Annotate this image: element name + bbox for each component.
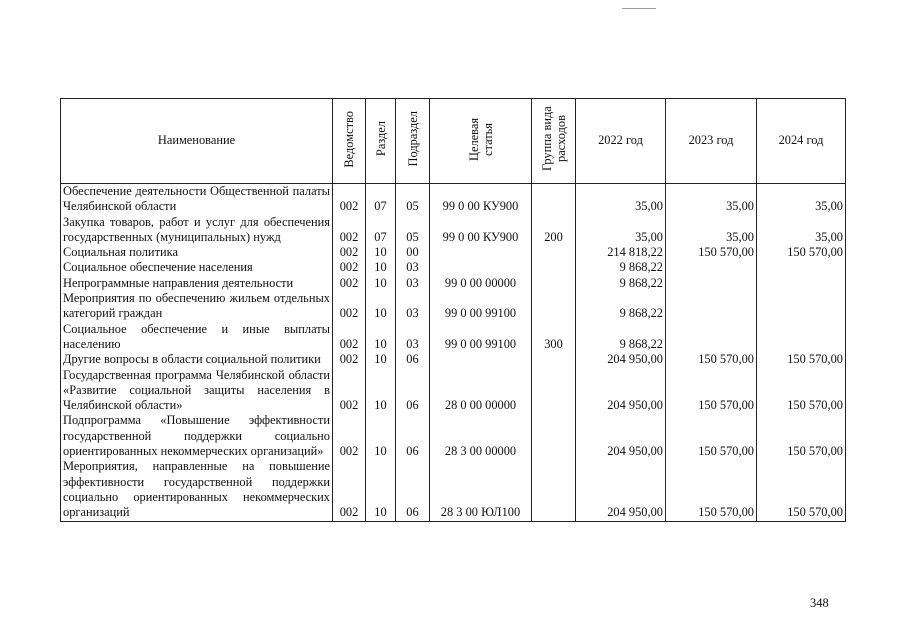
row-name: Социальная политика (61, 245, 333, 260)
page-number: 348 (810, 596, 829, 610)
row-dept: 002 (333, 291, 366, 322)
row-dept: 002 (333, 184, 366, 215)
row-2023: 150 570,00 (666, 459, 757, 521)
header-section (366, 99, 396, 184)
row-subsection: 03 (396, 276, 430, 291)
row-2024: 150 570,00 (757, 413, 846, 459)
row-2024: 150 570,00 (757, 245, 846, 260)
row-2023: 150 570,00 (666, 368, 757, 414)
row-section: 10 (366, 260, 396, 275)
header-subsection (396, 99, 430, 184)
row-dept: 002 (333, 352, 366, 367)
row-target: 99 0 00 99100 (430, 322, 532, 353)
row-2022: 204 950,00 (576, 352, 666, 367)
row-section: 10 (366, 459, 396, 521)
header-target-label: Целевая статья (466, 117, 495, 161)
row-section: 10 (366, 413, 396, 459)
row-section: 10 (366, 368, 396, 414)
row-group (532, 245, 576, 260)
table-row (61, 291, 846, 322)
row-2022: 35,00 (576, 184, 666, 215)
row-group (532, 276, 576, 291)
row-subsection: 00 (396, 245, 430, 260)
row-target: 28 0 00 00000 (430, 368, 532, 414)
row-section: 10 (366, 352, 396, 367)
row-target (430, 260, 532, 275)
row-target: 99 0 00 КУ900 (430, 215, 532, 246)
row-group (532, 184, 576, 215)
row-2022: 204 950,00 (576, 413, 666, 459)
row-2022: 204 950,00 (576, 459, 666, 521)
budget-table (60, 98, 846, 522)
row-dept: 002 (333, 260, 366, 275)
table-row (61, 215, 846, 246)
row-name: Подпрограмма «Повышение эффективности государственной поддержки социально ориентированных некоммерческих организаций» (61, 413, 333, 459)
row-dept: 002 (333, 215, 366, 246)
row-section: 10 (366, 245, 396, 260)
row-subsection: 03 (396, 291, 430, 322)
table-row (61, 352, 846, 367)
row-target: 28 3 00 ЮЛ100 (430, 459, 532, 521)
row-name: Социальное обеспечение населения (61, 260, 333, 275)
row-dept: 002 (333, 413, 366, 459)
top-mark (622, 8, 656, 9)
header-2023 (666, 99, 757, 184)
row-2024: 35,00 (757, 215, 846, 246)
row-2022: 204 950,00 (576, 368, 666, 414)
row-name: Непрограммные направления деятельности (61, 276, 333, 291)
row-2023 (666, 276, 757, 291)
table-row (61, 459, 846, 521)
row-target: 99 0 00 00000 (430, 276, 532, 291)
row-2023 (666, 260, 757, 275)
row-dept: 002 (333, 245, 366, 260)
row-subsection: 06 (396, 413, 430, 459)
row-group: 300 (532, 322, 576, 353)
row-2024: 150 570,00 (757, 459, 846, 521)
row-2022: 35,00 (576, 215, 666, 246)
row-2023: 35,00 (666, 215, 757, 246)
row-section: 10 (366, 276, 396, 291)
row-subsection: 06 (396, 459, 430, 521)
row-2024: 35,00 (757, 184, 846, 215)
row-2022: 9 868,22 (576, 276, 666, 291)
row-2024 (757, 276, 846, 291)
row-section: 10 (366, 322, 396, 353)
row-group (532, 352, 576, 367)
header-group (532, 99, 576, 184)
row-2024 (757, 322, 846, 353)
header-dept-label: Ведомство (342, 110, 356, 168)
header-2024-label: 2024 год (778, 133, 824, 148)
row-2023: 150 570,00 (666, 245, 757, 260)
header-row (61, 99, 846, 184)
row-2023: 35,00 (666, 184, 757, 215)
row-target: 28 3 00 00000 (430, 413, 532, 459)
row-group (532, 260, 576, 275)
table-row (61, 413, 846, 459)
row-dept: 002 (333, 459, 366, 521)
row-subsection: 05 (396, 215, 430, 246)
row-name: Мероприятия, направленные на повышение эффективности государственной поддержки социально ориентированных некоммерческих организаций (61, 459, 333, 521)
table-row (61, 322, 846, 353)
row-target: 99 0 00 КУ900 (430, 184, 532, 215)
row-2022: 214 818,22 (576, 245, 666, 260)
row-dept: 002 (333, 276, 366, 291)
row-name: Другие вопросы в области социальной политики (61, 352, 333, 367)
row-2023 (666, 322, 757, 353)
row-section: 07 (366, 215, 396, 246)
row-subsection: 06 (396, 352, 430, 367)
table-row (61, 245, 846, 260)
row-2024: 150 570,00 (757, 368, 846, 414)
row-group (532, 368, 576, 414)
row-2022: 9 868,22 (576, 322, 666, 353)
row-2023 (666, 291, 757, 322)
table-row (61, 368, 846, 414)
row-2023: 150 570,00 (666, 413, 757, 459)
header-target (430, 99, 532, 184)
row-target (430, 245, 532, 260)
row-group (532, 413, 576, 459)
row-subsection: 06 (396, 368, 430, 414)
header-subsection-label: Подраздел (405, 111, 420, 167)
row-target: 99 0 00 99100 (430, 291, 532, 322)
row-name: Мероприятия по обеспечению жильем отдельных категорий граждан (61, 291, 333, 322)
row-dept: 002 (333, 322, 366, 353)
row-2024 (757, 291, 846, 322)
row-section: 07 (366, 184, 396, 215)
row-2023: 150 570,00 (666, 352, 757, 367)
table-row (61, 260, 846, 275)
header-name (61, 99, 333, 184)
header-name-label: Наименование (157, 133, 236, 148)
header-2022-label: 2022 год (598, 133, 643, 148)
row-name: Государственная программа Челябинской области «Развитие социальной защиты населения в Челябинской области» (61, 368, 333, 414)
row-subsection: 03 (396, 260, 430, 275)
header-group-label: Группа вида расходов (539, 106, 568, 172)
row-group (532, 291, 576, 322)
row-group: 200 (532, 215, 576, 246)
row-2024: 150 570,00 (757, 352, 846, 367)
row-2022: 9 868,22 (576, 291, 666, 322)
header-dept (333, 99, 366, 184)
row-group (532, 459, 576, 521)
row-name: Обеспечение деятельности Общественной палаты Челябинской области (61, 184, 333, 215)
row-target (430, 352, 532, 367)
row-2022: 9 868,22 (576, 260, 666, 275)
row-dept: 002 (333, 368, 366, 414)
header-2022 (576, 99, 666, 184)
header-2023-label: 2023 год (688, 133, 734, 148)
header-section-label: Раздел (373, 121, 388, 157)
row-subsection: 03 (396, 322, 430, 353)
row-2024 (757, 260, 846, 275)
row-section: 10 (366, 291, 396, 322)
row-subsection: 05 (396, 184, 430, 215)
header-2024 (757, 99, 846, 184)
table-row (61, 276, 846, 291)
row-name: Социальное обеспечение и иные выплаты населению (61, 322, 333, 353)
row-name: Закупка товаров, работ и услуг для обеспечения государственных (муниципальных) нужд (61, 215, 333, 246)
table-row (61, 184, 846, 215)
